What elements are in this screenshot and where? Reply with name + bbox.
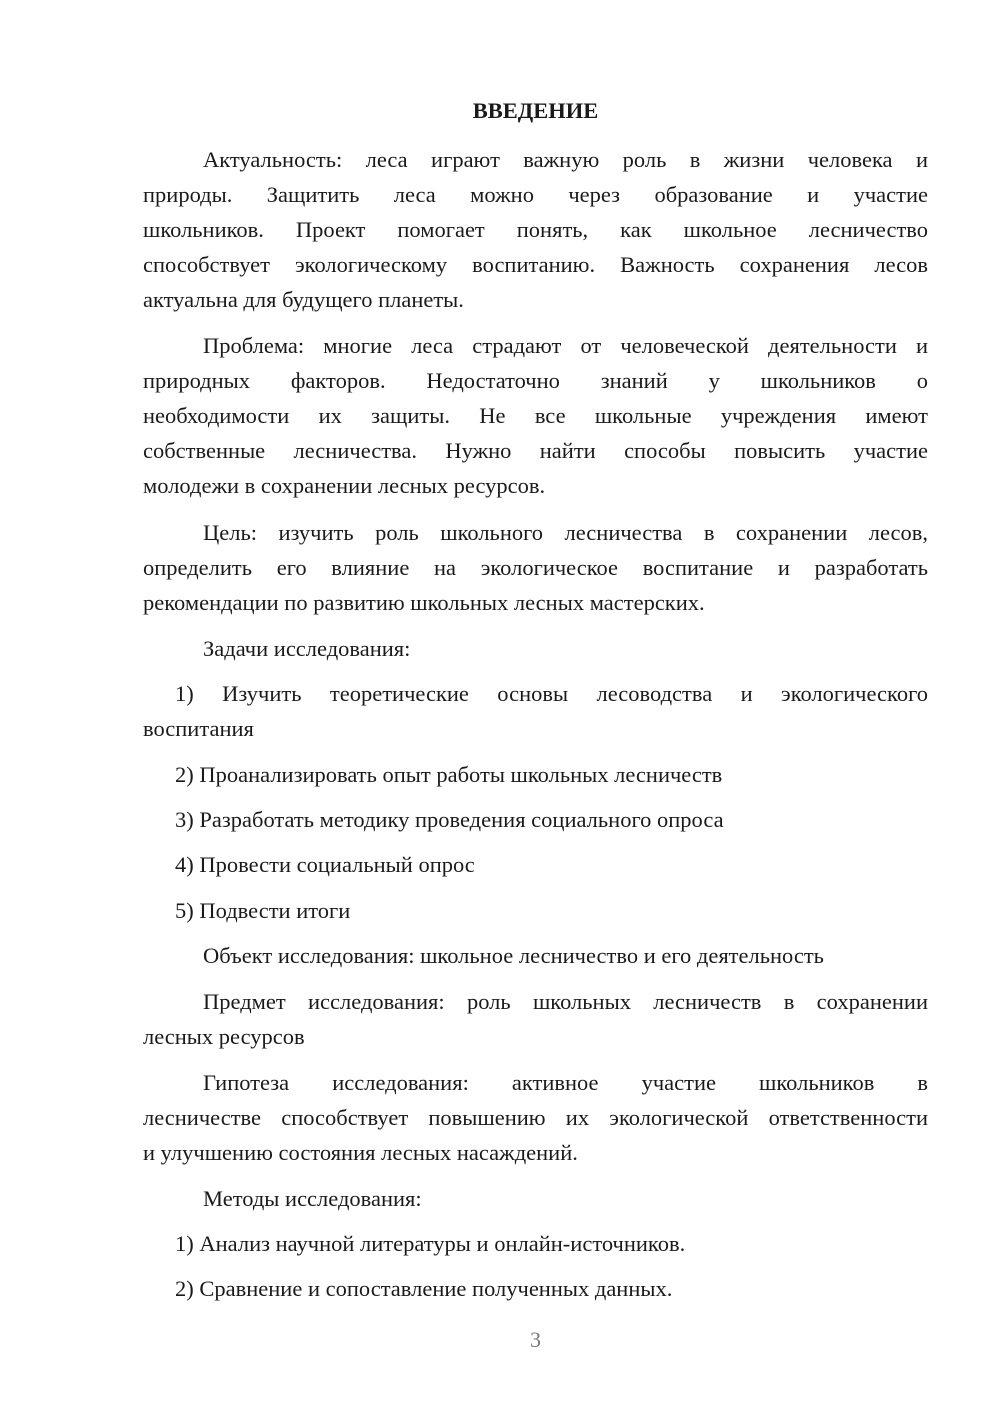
document-page <box>143 0 928 1414</box>
page-number: 3 <box>530 1327 541 1352</box>
text-line: школьников. Проект помогает понять, как школьное лесничество <box>143 217 928 242</box>
text-line: лесных ресурсов <box>143 1024 305 1049</box>
text-line: молодежи в сохранении лесных ресурсов. <box>143 473 546 498</box>
research-object: Объект исследования: школьное лесничество и его деятельность <box>203 943 824 968</box>
list-item: 2) Проанализировать опыт работы школьных лесничеств <box>175 762 723 787</box>
text-line: Актуальность: леса играют важную роль в жизни человека и <box>203 147 928 172</box>
text-line: Предмет исследования: роль школьных лесничеств в сохранении <box>203 989 928 1014</box>
text-line: необходимости их защиты. Не все школьные учреждения имеют <box>143 403 928 428</box>
list-item: 1) Изучить теоретические основы лесоводства и экологического <box>175 681 928 706</box>
list-item: 5) Подвести итоги <box>175 898 351 923</box>
text-line: природы. Защитить леса можно через образование и участие <box>143 182 928 207</box>
tasks-title: Задачи исследования: <box>203 636 411 661</box>
text-line: собственные лесничества. Нужно найти способы повысить участие <box>143 438 928 463</box>
methods-title: Методы исследования: <box>203 1186 422 1211</box>
text-line: рекомендации по развитию школьных лесных мастерских. <box>143 590 705 615</box>
text-line: Проблема: многие леса страдают от человеческой деятельности и <box>203 333 928 358</box>
text-line: лесничестве способствует повышению их экологической ответственности <box>143 1105 928 1130</box>
text-line: природных факторов. Недостаточно знаний у школьников о <box>143 368 928 393</box>
section-heading: ВВЕДЕНИЕ <box>472 98 599 123</box>
list-item: 2) Сравнение и сопоставление полученных данных. <box>175 1276 673 1301</box>
list-item: 1) Анализ научной литературы и онлайн-источников. <box>175 1231 686 1256</box>
list-item-continuation: воспитания <box>143 716 254 741</box>
text-line: Гипотеза исследования: активное участие школьников в <box>203 1070 928 1095</box>
text-line: определить его влияние на экологическое воспитание и разработать <box>143 555 928 580</box>
text-line: и улучшению состояния лесных насаждений. <box>143 1140 578 1165</box>
list-item: 3) Разработать методику проведения социального опроса <box>175 807 724 832</box>
text-line: способствует экологическому воспитанию. Важность сохранения лесов <box>143 252 928 277</box>
text-line: актуальна для будущего планеты. <box>143 287 464 312</box>
list-item: 4) Провести социальный опрос <box>175 852 475 877</box>
text-line: Цель: изучить роль школьного лесничества в сохранении лесов, <box>203 520 928 545</box>
